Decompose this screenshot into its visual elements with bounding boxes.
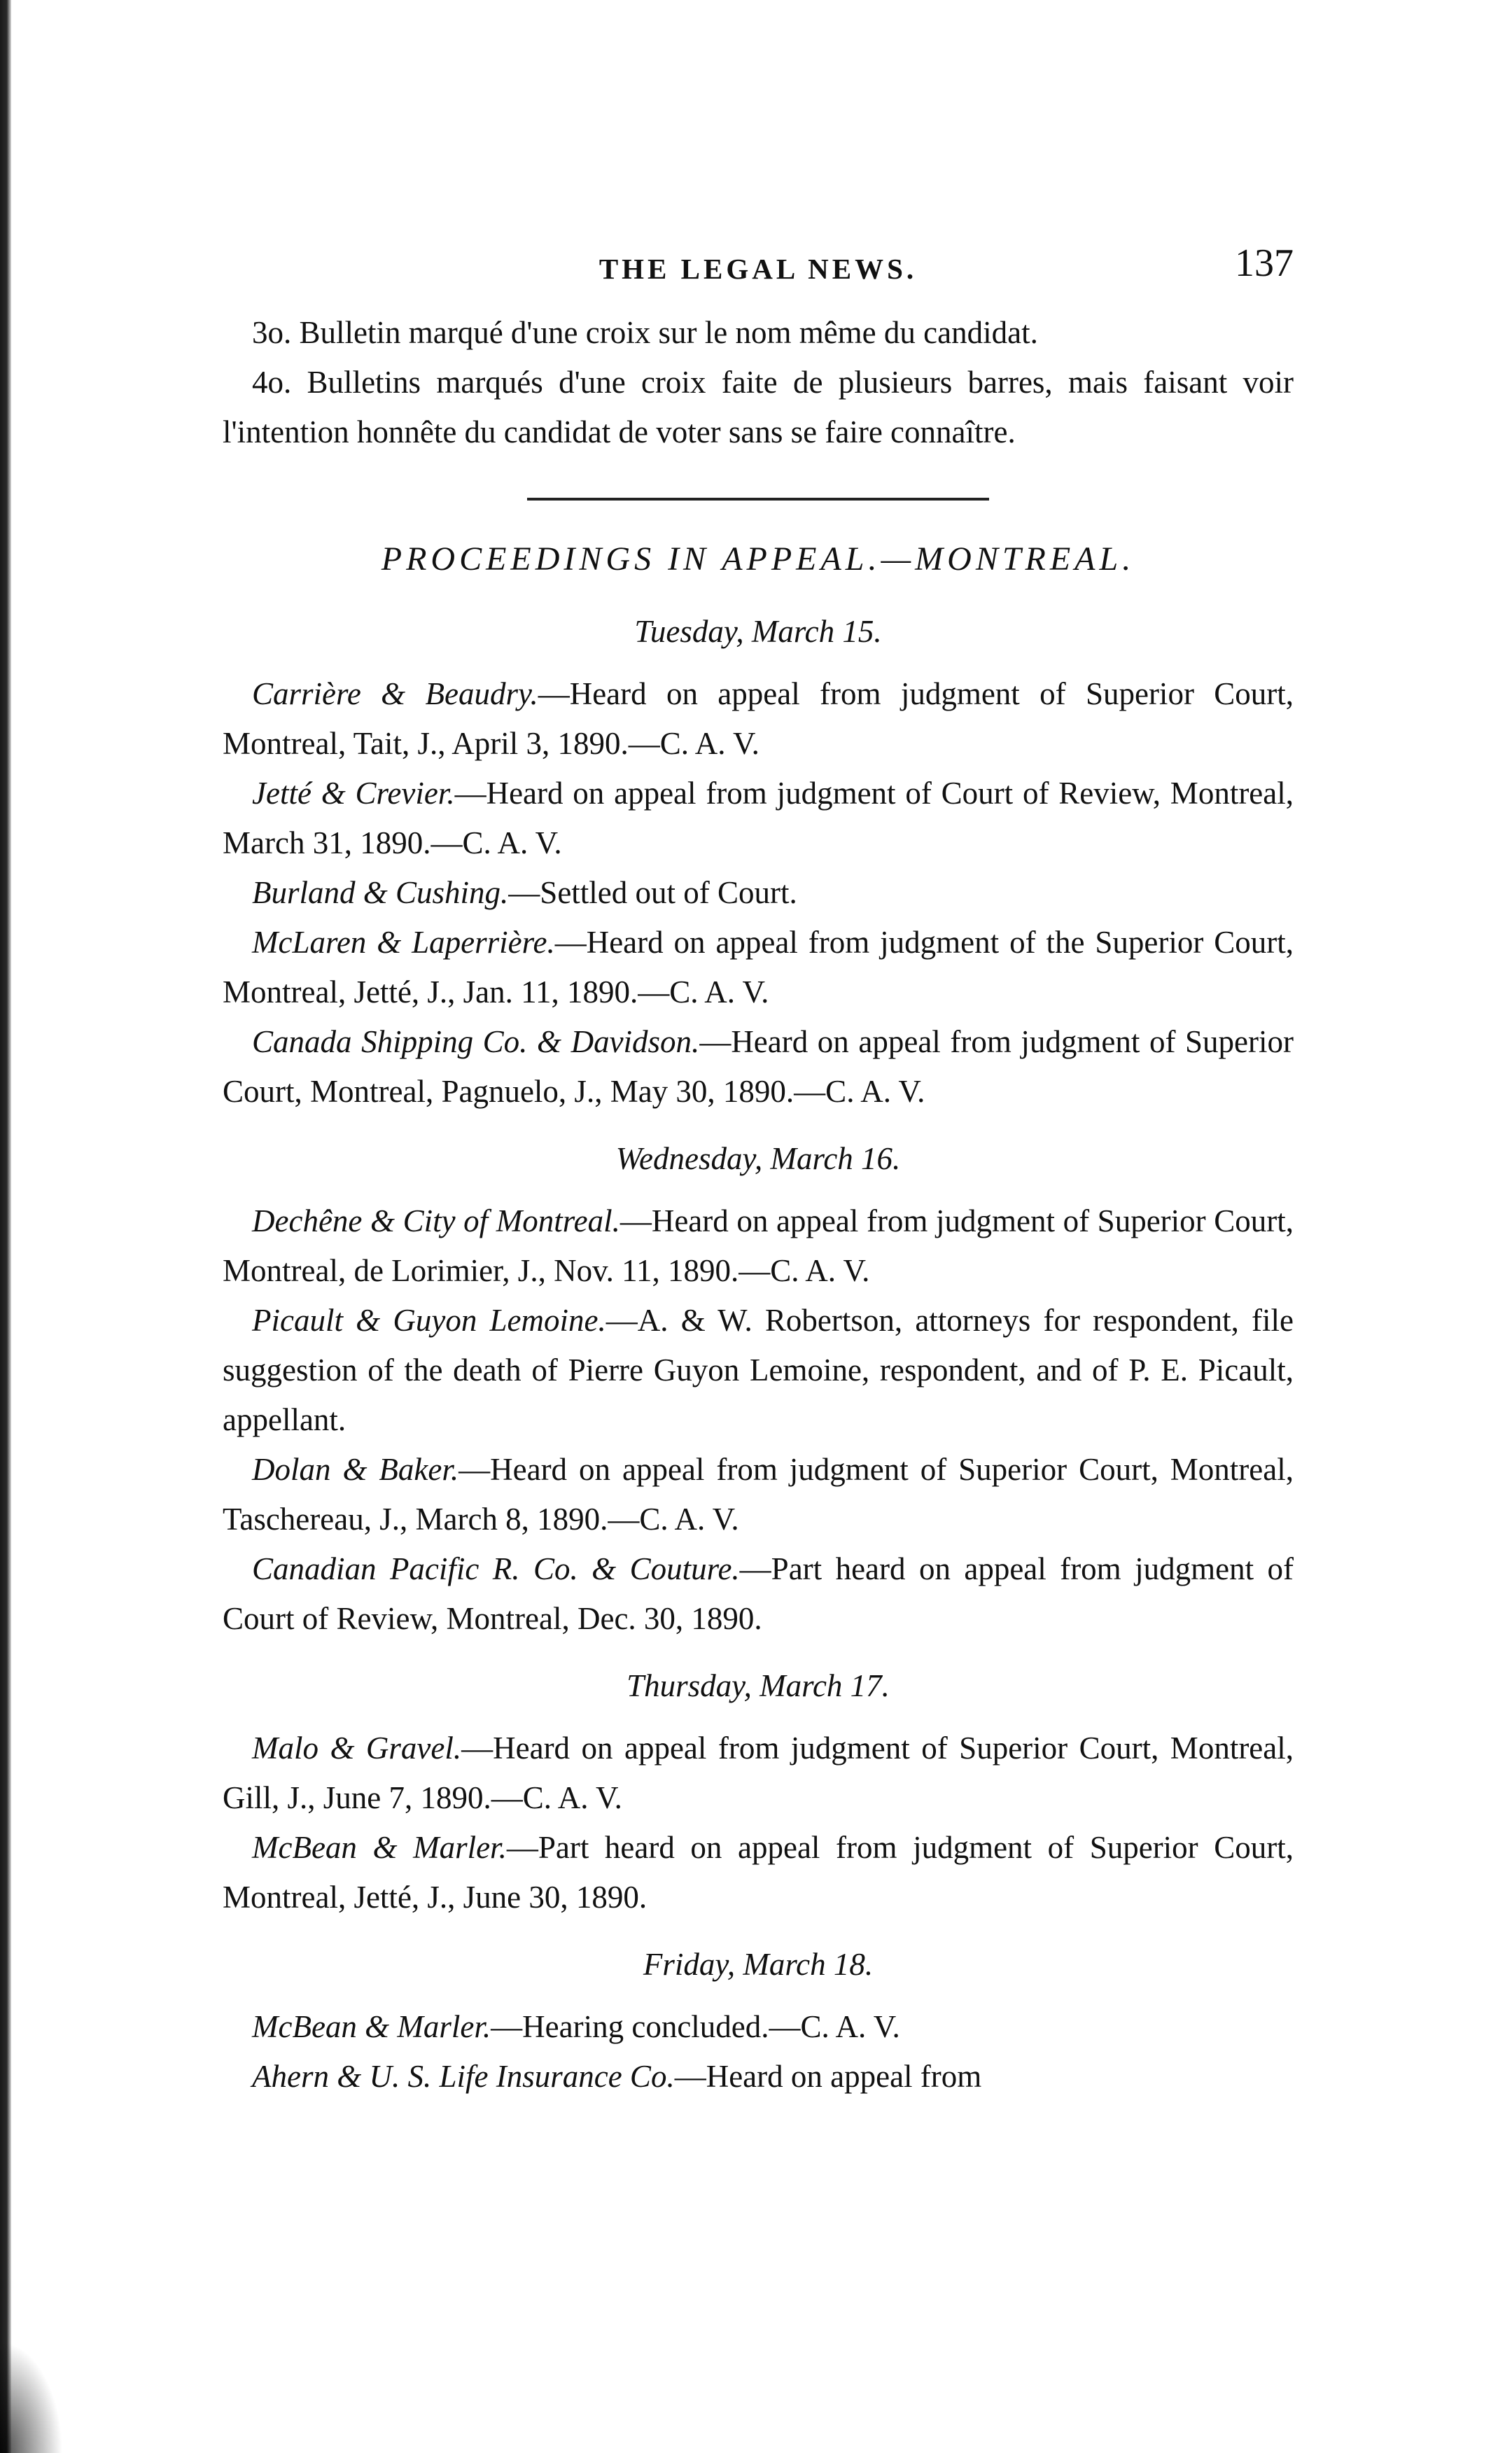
- entry-canadian-pacific-couture: [223, 1544, 1294, 1644]
- entry-mcbean-marler-concluded: [223, 2002, 1294, 2052]
- day-heading-thursday: Thursday, March 17.: [626, 1668, 890, 1703]
- case-name: Malo & Gravel.: [252, 1731, 462, 1766]
- entry-carriere-beaudry: [223, 669, 1294, 769]
- case-name: Canadian Pacific R. Co. & Couture.: [252, 1551, 740, 1586]
- entry-text: —Heard on appeal from judgment of the Superior Court, Montreal, Jetté, J., Jan. 11, 1890.—C. A. V.: [223, 925, 1294, 1009]
- case-name: Dolan & Baker.: [252, 1452, 459, 1487]
- entry-text: —Heard on appeal from judgment of Superior Court, Montreal, Tait, J., April 3, 1890.—C. A. V.: [223, 676, 1294, 761]
- section-divider: [527, 498, 989, 501]
- entry-text: —Part heard on appeal from judgment of Court of Review, Montreal, Dec. 30, 1890.: [223, 1551, 1294, 1636]
- scan-corner-shadow: [0, 2341, 63, 2453]
- day-heading-tuesday: Tuesday, March 15.: [634, 614, 882, 649]
- case-name: Jetté & Crevier.: [252, 776, 455, 811]
- entry-malo-gravel: [223, 1724, 1294, 1823]
- entry-burland-cushing: [223, 868, 1294, 918]
- intro-paragraph-3o: 3o. Bulletin marqué d'une croix sur le nom même du candidat.: [252, 315, 1038, 350]
- running-title: THE LEGAL NEWS.: [598, 253, 918, 285]
- case-name: Carrière & Beaudry.: [252, 676, 538, 711]
- intro-paragraph-4o: 4o. Bulletins marqués d'une croix faite de plusieurs barres, mais faisant voir l'intention honnête du candidat de voter sans se faire connaître.: [223, 365, 1294, 449]
- entry-mcbean-marler-part: [223, 1823, 1294, 1922]
- section-title: PROCEEDINGS IN APPEAL.—MONTREAL.: [381, 540, 1135, 578]
- case-name: Picault & Guyon Lemoine.: [252, 1303, 606, 1338]
- entry-text: —Hearing concluded.—C. A. V.: [491, 2009, 900, 2044]
- entry-mclaren-laperriere: [223, 918, 1294, 1017]
- entry-text: —Part heard on appeal from judgment of Superior Court, Montreal, Jetté, J., June 30, 1890.: [223, 1830, 1294, 1915]
- entry-canada-shipping-davidson: [223, 1017, 1294, 1117]
- entry-text: —Heard on appeal from judgment of Court of Review, Montreal, March 31, 1890.—C. A. V.: [223, 776, 1294, 860]
- case-name: McBean & Marler.: [252, 2009, 491, 2044]
- entry-text: —Heard on appeal from judgment of Superior Court, Montreal, de Lorimier, J., Nov. 11, 1890.—C. A. V.: [223, 1203, 1294, 1288]
- page-header: [223, 231, 1294, 308]
- entry-text: —Heard on appeal from judgment of Superior Court, Montreal, Pagnuelo, J., May 30, 1890.—C. A. V.: [223, 1024, 1294, 1109]
- page: [223, 231, 1294, 2102]
- entry-text: —Heard on appeal from judgment of Superior Court, Montreal, Taschereau, J., March 8, 1890.—C. A. V.: [223, 1452, 1294, 1537]
- entry-jette-crevier: [223, 769, 1294, 868]
- entry-picault-guyon-lemoine: [223, 1296, 1294, 1445]
- scan-binding-edge: [0, 0, 11, 2453]
- entry-dolan-baker: [223, 1445, 1294, 1544]
- entry-text: —A. & W. Robertson, attorneys for respondent, file suggestion of the death of Pierre Guyon Lemoine, respondent, and of P. E. Picault, appellant.: [223, 1303, 1294, 1437]
- entry-text: —Settled out of Court.: [508, 875, 797, 910]
- case-name: McLaren & Laperrière.: [252, 925, 555, 960]
- case-name: Canada Shipping Co. & Davidson.: [252, 1024, 700, 1059]
- day-heading-wednesday: Wednesday, March 16.: [615, 1141, 901, 1176]
- case-name: McBean & Marler.: [252, 1830, 507, 1865]
- case-name: Burland & Cushing.: [252, 875, 509, 910]
- day-heading-friday: Friday, March 18.: [643, 1947, 874, 1982]
- case-name: Ahern & U. S. Life Insurance Co.: [252, 2059, 675, 2094]
- entry-ahern-us-life: [223, 2052, 1294, 2102]
- entry-text: —Heard on appeal from: [674, 2059, 982, 2094]
- case-name: Dechêne & City of Montreal.: [252, 1203, 620, 1238]
- entry-dechene-city-of-montreal: [223, 1196, 1294, 1296]
- entry-text: —Heard on appeal from judgment of Superior Court, Montreal, Gill, J., June 7, 1890.—C. A. V.: [223, 1731, 1294, 1815]
- page-number: 137: [1235, 242, 1294, 285]
